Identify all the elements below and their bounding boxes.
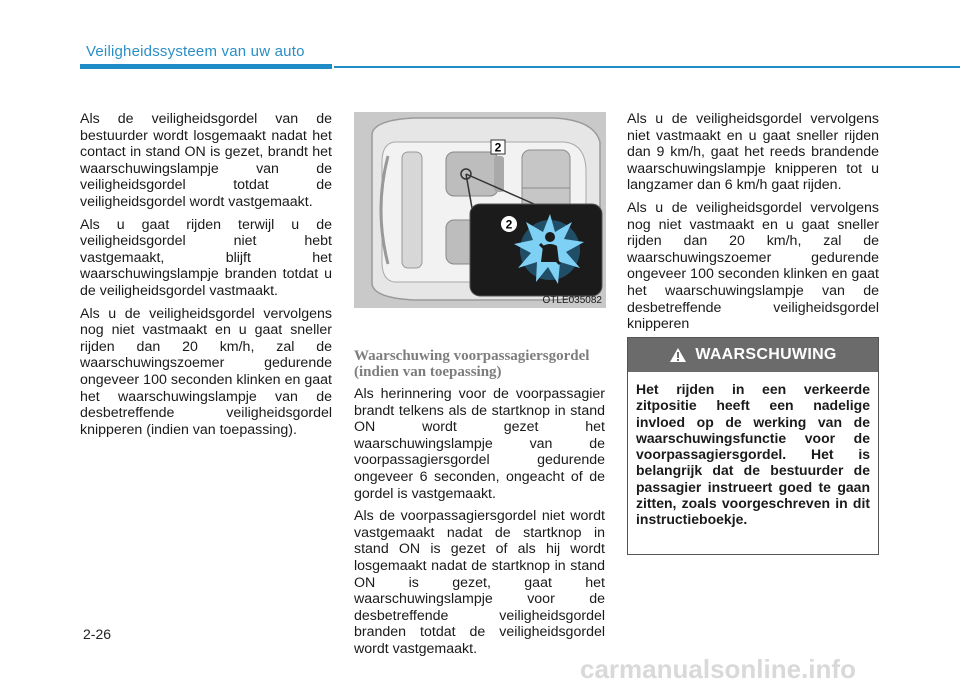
warning-text: Het rijden in een verkeerde zitpositie heeft een nadelige invloed op de werking van de waarschuwingsfunctie voor de voorpassagiersgordel. Het is belangrijk dat de bestuurder de passagier instrueert goed te gaan zitten, zoals voorgeschreven in dit instructieboekje.: [636, 381, 870, 528]
car-seatbelt-illustration: [354, 112, 606, 308]
paragraph: Als u gaat rijden terwijl u de veiligheidsgordel niet hebt vastgemaakt, blijft het waarschuwingslampje branden totdat u de veiligheidsgordel vastmaakt.: [80, 216, 332, 299]
figure-code: OTLE035082: [542, 295, 602, 306]
callout-number-zoom: 2: [505, 217, 513, 232]
warning-title: WAARSCHUWING: [695, 346, 837, 363]
watermark: carmanualsonline.info: [580, 654, 856, 684]
column-right: [627, 111, 879, 339]
column-left: [80, 111, 332, 444]
subsection-heading: Waarschuwing voorpassagiersgordel (indien van toepassing): [354, 348, 590, 380]
header-rule-thick: [80, 64, 332, 69]
warning-box: [627, 337, 879, 555]
paragraph: Als u de veiligheidsgordel vervolgens nog niet vastmaakt en u gaat sneller rijden dan 20 km/h, zal de waarschuwingszoemer gedurende ongeveer 100 seconden klinken en gaat het waarschuwingslampje van de desbetreffende veiligheidsgordel knipperen (indien van toepassing).: [80, 305, 332, 438]
page-number: 2-26: [83, 626, 112, 642]
header-rule-thin: [334, 66, 960, 68]
callout-markers: [354, 112, 606, 308]
callout-number: 2: [494, 140, 502, 155]
warning-header: [628, 338, 878, 372]
paragraph: Als u de veiligheidsgordel vervolgens nog niet vastmaakt en u gaat sneller rijden dan 20 km/h, zal de waarschuwingszoemer gedurende ongeveer 100 seconden klinken en gaat het waarschuwingslampje van de desbetreffende veiligheidsgordel knipperen: [627, 199, 879, 333]
paragraph: Als herinnering voor de voorpassagier brandt telkens als de startknop in stand ON wordt gezet het waarschuwingslampje van de voorpassagiersgordel gedurende ongeveer 6 seconden, ongeacht of de gordel is vastgemaakt.: [354, 386, 605, 502]
paragraph: Als de veiligheidsgordel van de bestuurder wordt losgemaakt nadat het contact in stand ON is gezet, brandt het waarschuwingslampje van de veiligheidsgordel totdat de veiligheidsgordel wordt vastgemaakt.: [80, 111, 332, 210]
warning-triangle-icon: [669, 347, 687, 363]
column-middle: [354, 348, 605, 664]
paragraph: Als u de veiligheidsgordel vervolgens niet vastmaakt en u gaat sneller rijden dan 9 km/h, gaat het reeds brandende waarschuwingslampje knipperen tot u langzamer dan 6 km/h gaat rijden.: [627, 111, 879, 194]
section-title: Veiligheidssysteem van uw auto: [86, 43, 305, 60]
paragraph: Als de voorpassagiersgordel niet wordt vastgemaakt nadat de startknop in stand ON is gezet of als hij wordt losgemaakt nadat de startknop in stand ON is gezet, gaat het waarschuwingslampje voor de desbetreffende veiligheidsgordel branden totdat de veiligheidsgordel wordt vastgemaakt.: [354, 508, 605, 657]
